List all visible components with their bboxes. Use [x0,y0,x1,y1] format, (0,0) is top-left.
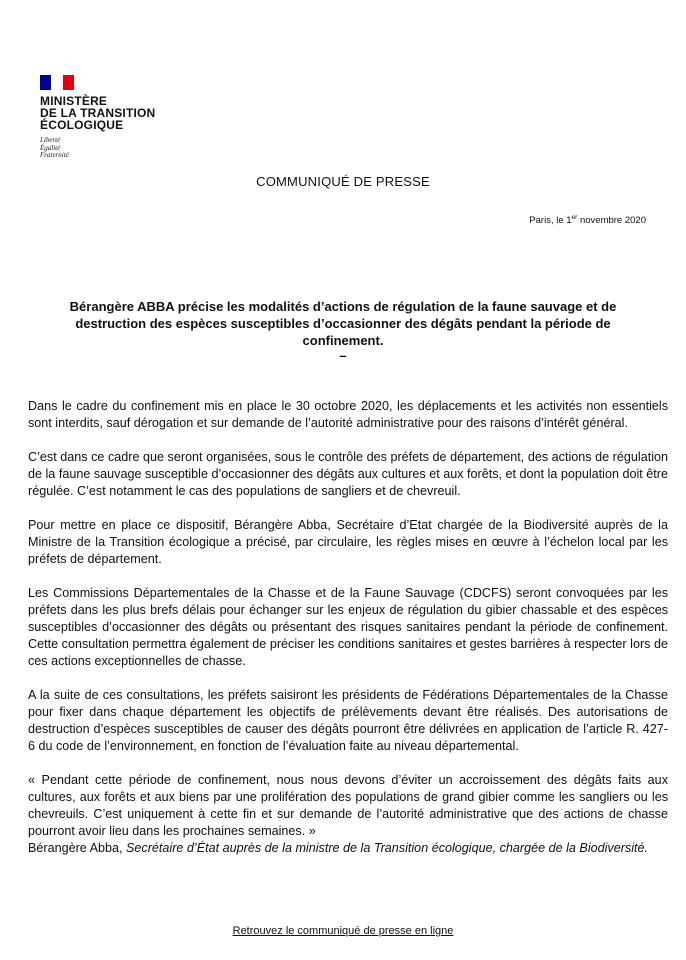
online-press-release-link[interactable]: Retrouvez le communiqué de presse en ligne [232,925,454,937]
ministry-logo [40,75,155,160]
french-flag-icon [40,75,74,90]
paragraph: Pour mettre en place ce dispositif, Bérangère Abba, Secrétaire d’Etat chargée de la Biodiversité auprès de la Ministre de la Transition écologique a précisé, par circulaire, les règles mises en œuvre à l’échelon local par les préfets de département. [28,518,668,566]
document-type: COMMUNIQUÉ DE PRESSE [256,174,430,189]
paragraph: C’est dans ce cadre que seront organisées, sous le contrôle des préfets de département, des actions de régulation de la faune sauvage susceptible d’occasionner des dégâts aux cultures et aux forêts, et dont la population doit être régulée. C’est notamment le cas des populations de sangliers et de chevreuil. [28,450,668,498]
headline: Bérangère ABBA précise les modalités d’actions de régulation de la faune sauvage et de destruction des espèces susceptibles d’occasionner des dégâts pendant la période de confinement. [69,299,617,348]
signature-title: Secrétaire d’État auprès de la ministre de la Transition écologique, chargée de la Biodiversité. [126,841,649,855]
paragraph: A la suite de ces consultations, les préfets saisiront les présidents de Fédérations Départementales de la Chasse pour fixer dans chaque département les objectifs de prélèvements devant être réalisés. Des autorisations de destruction d’espèces susceptibles de causer des dégâts pourront être délivrées en application de l’article R. 427-6 du code de l’environnement, en fonction de l’évaluation faite au niveau départemental. [28,688,668,753]
signature [28,840,668,857]
dateline-prefix: Paris, le 1 [529,215,572,227]
dateline-suffix: novembre 2020 [577,215,646,227]
ministry-name: MINISTÈRE DE LA TRANSITION ÉCOLOGIQUE [40,94,156,132]
dateline-ordinal: er [571,214,578,221]
signature-name: Bérangère Abba, [28,841,127,855]
dateline [529,214,646,226]
paragraph: Les Commissions Départementales de la Chasse et de la Faune Sauvage (CDCFS) seront convoquées par les préfets dans les plus brefs délais pour échanger sur les enjeux de régulation du gibier chassable et des espèces susceptibles d’occasionner des dégâts ou présentant des risques sanitaires pendant la période de confinement. Cette consultation permettra également de préciser les conditions sanitaires et gestes barrières à respecter lors de ces actions exceptionnelles de chasse. [28,586,668,668]
body-text [28,398,668,857]
quote: « Pendant cette période de confinement, nous nous devons d’éviter un accroissement des dégâts faits aux cultures, aux forêts et aux biens par une prolifération des populations de grand gibier comme les sangliers ou les chevreuils. C’est uniquement à cette fin et sur demande de l’autorité administrative que des actions de chasse pourront avoir lieu dans les prochaines semaines. » [28,773,668,838]
paragraph: Dans le cadre du confinement mis en place le 30 octobre 2020, les déplacements et les activités non essentiels sont interdits, sauf dérogation et sur demande de l’autorité administrative pour des raisons d’intérêt général. [28,399,668,430]
republic-motto: Liberté Égalité Fraternité [40,136,69,159]
headline-dash: – [339,348,347,363]
